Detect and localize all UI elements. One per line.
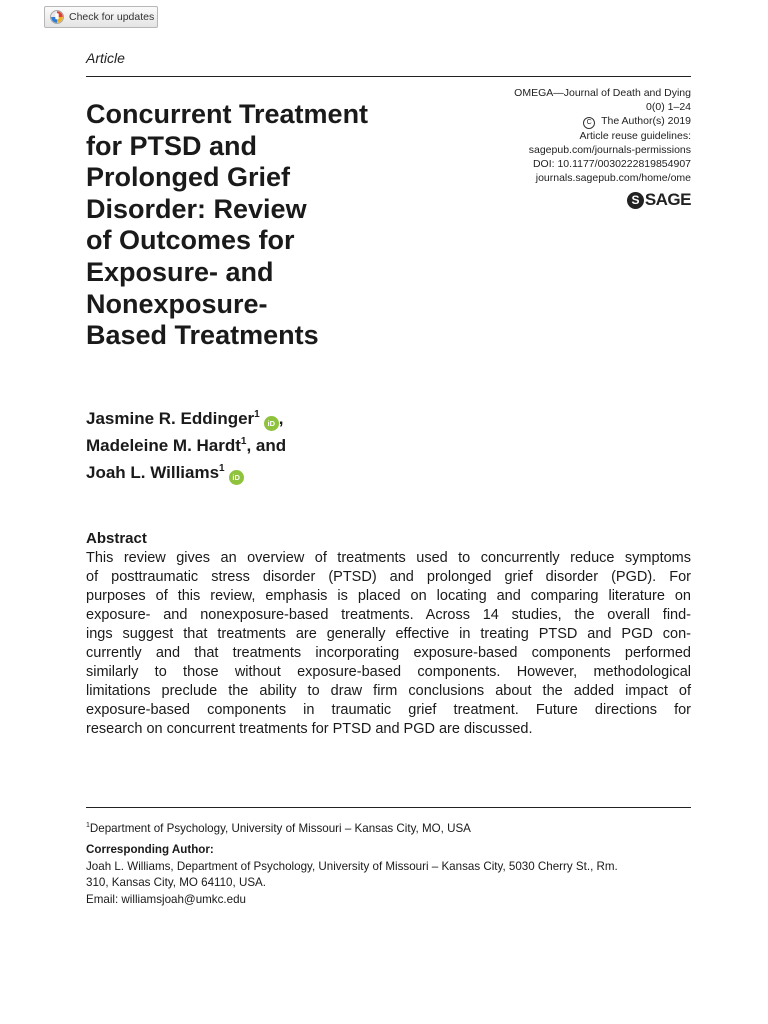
affiliation-footnote xyxy=(86,818,696,837)
author-list xyxy=(86,404,486,485)
article-type-label: Article xyxy=(86,50,125,66)
corresponding-address-line: Joah L. Williams, Department of Psychology, University of Missouri – Kansas City, 5030 Cherry St., Rm. xyxy=(86,859,618,873)
abstract-line: This review gives an overview of treatments used to concurrently reduce symptoms xyxy=(86,550,691,566)
title-line: Based Treatments xyxy=(86,320,319,351)
author-name[interactable]: Joah L. Williams xyxy=(86,462,220,482)
check-for-updates-label: Check for updates xyxy=(69,11,155,23)
abstract-line: purposes of this review, emphasis is placed on locating and comparing literature on xyxy=(86,588,691,604)
title-line: Disorder: Review xyxy=(86,193,307,224)
author-name[interactable]: Madeleine M. Hardt xyxy=(86,436,241,455)
affiliation-marker: 1 xyxy=(86,822,90,829)
sage-logo xyxy=(627,190,691,210)
abstract-body xyxy=(86,549,691,739)
corresponding-author-heading: Corresponding Author: xyxy=(86,843,214,857)
affiliation-marker: 1 xyxy=(240,436,247,447)
title-line: of Outcomes for xyxy=(86,225,295,256)
affiliation-text: Department of Psychology, University of Missouri – Kansas City, MO, USA xyxy=(89,822,471,835)
author-line-3 xyxy=(86,458,486,485)
footnotes xyxy=(86,818,696,908)
title-line: for PTSD and xyxy=(86,130,258,161)
author-line-2 xyxy=(86,431,486,458)
affiliation-marker: 1 xyxy=(254,409,260,420)
title-line: Prolonged Grief xyxy=(86,162,291,193)
journal-name: OMEGA—Journal of Death and Dying xyxy=(514,87,691,99)
journal-home-link[interactable]: journals.sagepub.com/home/ome xyxy=(535,172,691,184)
update-check-icon xyxy=(50,10,64,24)
corresponding-email[interactable]: Email: williamsjoah@umkc.edu xyxy=(86,892,246,906)
author-name[interactable]: Jasmine R. Eddinger xyxy=(86,409,255,428)
author-separator: , and xyxy=(246,436,287,455)
abstract-line: ings suggest that treatments are generally effective in treating PTSD and PGD con- xyxy=(86,626,691,642)
title-line: Exposure- and xyxy=(86,256,274,287)
journal-info xyxy=(431,86,691,185)
abstract-line: similarly to those without exposure-based components. However, methodological xyxy=(86,664,691,680)
orcid-icon[interactable]: iD xyxy=(229,470,244,485)
header-rule xyxy=(86,76,691,77)
abstract-line: research on concurrent treatments for PTSD and PGD are discussed. xyxy=(86,721,533,737)
affiliation-marker: 1 xyxy=(219,462,225,474)
title-line: Nonexposure- xyxy=(86,288,268,319)
abstract-line: currently and that treatments incorporating exposure-based components performed xyxy=(86,645,691,661)
copyright-icon: C xyxy=(583,117,595,129)
reuse-label: Article reuse guidelines: xyxy=(579,130,691,142)
author-line-1 xyxy=(86,404,486,431)
orcid-icon[interactable]: iD xyxy=(264,416,279,431)
title-line: Concurrent Treatment xyxy=(86,99,369,129)
abstract-heading: Abstract xyxy=(86,530,147,547)
author-separator: , xyxy=(278,409,284,428)
abstract-line: limitations preclude the ability to draw firm conclusions about the added impact of xyxy=(86,683,691,699)
copyright-text: The Author(s) 2019 xyxy=(601,115,691,127)
permissions-link[interactable]: sagepub.com/journals-permissions xyxy=(528,144,691,156)
abstract-line: exposure-based components in traumatic grief treatment. Future directions for xyxy=(86,702,691,718)
corresponding-address-line: 310, Kansas City, MO 64110, USA. xyxy=(86,876,267,890)
abstract-line: of posttraumatic stress disorder (PTSD) and prolonged grief disorder (PGD). For xyxy=(86,569,691,585)
footnote-rule xyxy=(86,807,691,808)
abstract-line: exposure- and nonexposure-based treatments. Across 14 studies, the overall find- xyxy=(86,607,691,623)
sage-s-icon: S xyxy=(627,192,644,209)
check-for-updates-button[interactable] xyxy=(44,6,158,28)
doi-link[interactable]: DOI: 10.1177/0030222819854907 xyxy=(532,158,691,170)
journal-volume-pages: 0(0) 1–24 xyxy=(646,101,691,113)
copyright-line xyxy=(431,114,691,129)
article-title xyxy=(86,99,456,352)
sage-logo-text: SAGE xyxy=(644,190,691,209)
